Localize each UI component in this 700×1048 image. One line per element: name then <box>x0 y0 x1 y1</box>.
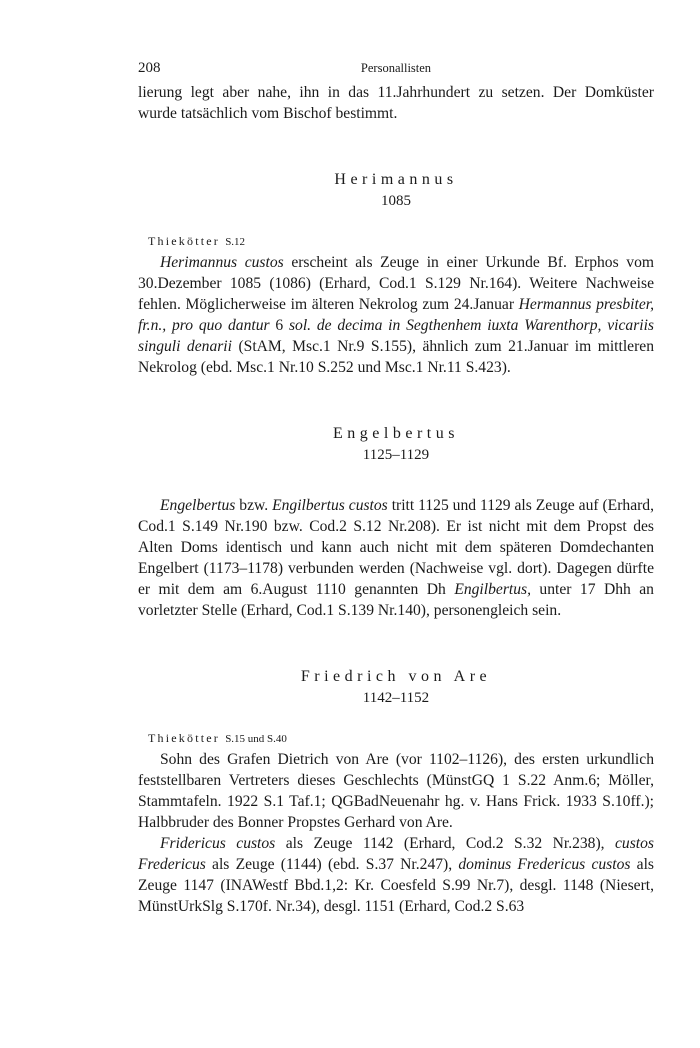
book-page <box>138 60 654 917</box>
text-run: als Zeuge 1147 (INAWestf Bbd.1,2: Kr. Coesfeld S.99 Nr.7), desgl. 1148 (Niesert, MünstUrkSlg S.170f. Nr.34), desgl. 1151 (Erhard, Cod.2 S.63 <box>138 856 654 915</box>
entry-title: Friedrich von Are <box>300 668 492 685</box>
entry-engelbertus <box>138 423 654 621</box>
source-citation <box>148 231 654 252</box>
page-header <box>138 60 654 82</box>
page-number: 208 <box>138 60 161 76</box>
entry-paragraph <box>138 495 654 621</box>
entry-paragraph <box>138 833 654 917</box>
entry-date: 1085 <box>381 193 411 209</box>
entry-paragraph: Sohn des Grafen Dietrich von Are (vor 1102–1126), des ersten urkundlich feststellbaren Vertreters dieses Geschlechts (MünstGQ 1 S.22 Anm.6; Möller, Stammtafeln. 1922 S.1 Taf.1; QGBadNeuenahr hg. v. Hans Frick. 1933 S.10ff.); Halbbruder des Bonner Propstes Gerhard von Are. <box>138 751 654 831</box>
italic-term: Herimannus custos <box>160 254 284 271</box>
italic-term: Fridericus custos <box>160 835 276 852</box>
source-citation <box>148 728 654 749</box>
italic-term: sol. de decima in Segthenhem iuxta Warenthorp, vicariis singuli denarii <box>138 317 655 355</box>
text-run: unter 17 Dhh an vorletzter Stelle (Erhard, Cod.1 S.139 Nr.140), personengleich sein. <box>138 581 654 619</box>
italic-term: dominus Fredericus custos <box>458 856 631 873</box>
text-run: bzw. <box>235 497 273 514</box>
text-run: als Zeuge (1144) (ebd. S.37 Nr.247), <box>205 856 459 873</box>
text-run: erscheint als Zeuge in einer Urkunde Bf. Erphos vom 30.Dezember 1085 (1086) (Erhard, Cod.1 S.129 Nr.164). Weitere Nachweise fehlen. Möglicherweise im älteren Nekrolog zum 24.Januar <box>138 254 655 313</box>
running-head: Personallisten <box>360 61 432 75</box>
source-author: Thiekötter <box>148 731 220 745</box>
italic-term: Engelbertus <box>160 497 236 514</box>
entry-paragraph <box>138 252 654 378</box>
entry-friedrich-von-are <box>138 666 654 917</box>
source-reference: S.12 <box>225 236 246 248</box>
intro-line-2: wurde tatsächlich vom Bischof bestimmt. <box>138 105 398 122</box>
italic-term: Engilbertus, <box>454 581 531 598</box>
text-run: 6 <box>269 317 289 334</box>
intro-line-1: lierung legt aber nahe, ihn in das 11.Jahrhundert zu setzen. Der Domküster <box>138 84 654 101</box>
source-reference: S.15 und S.40 <box>225 733 287 745</box>
entry-title: Engelbertus <box>333 425 459 442</box>
italic-term: custos Fredericus <box>138 835 654 873</box>
entry-herimannus <box>138 169 654 378</box>
text-run: (StAM, Msc.1 Nr.9 S.155), ähnlich zum 21.Januar im mittleren Nekrolog (ebd. Msc.1 Nr.10 S.252 und Msc.1 Nr.11 S.423). <box>138 338 655 376</box>
entry-date: 1125–1129 <box>362 447 430 463</box>
source-author: Thiekötter <box>148 234 220 248</box>
italic-term: Engilbertus custos <box>272 497 388 514</box>
entry-date: 1142–1152 <box>362 690 430 706</box>
text-run: als Zeuge 1142 (Erhard, Cod.2 S.32 Nr.238), <box>275 835 616 852</box>
entry-title: Herimannus <box>334 171 458 188</box>
italic-term: Hermannus presbiter, fr.n., pro quo dantur <box>138 296 654 334</box>
text-run: tritt 1125 und 1129 als Zeuge auf (Erhard, Cod.1 S.149 Nr.190 bzw. Cod.2 S.12 Nr.208). Er ist nicht mit dem Propst des Alten Doms identisch und kann auch nicht mit dem späteren Domdechanten Engelbert (1173–1178) verbunden werden (Nachweise vgl. dort). Dagegen dürfte er mit dem am 6.August 1110 genannten Dh <box>138 497 655 598</box>
